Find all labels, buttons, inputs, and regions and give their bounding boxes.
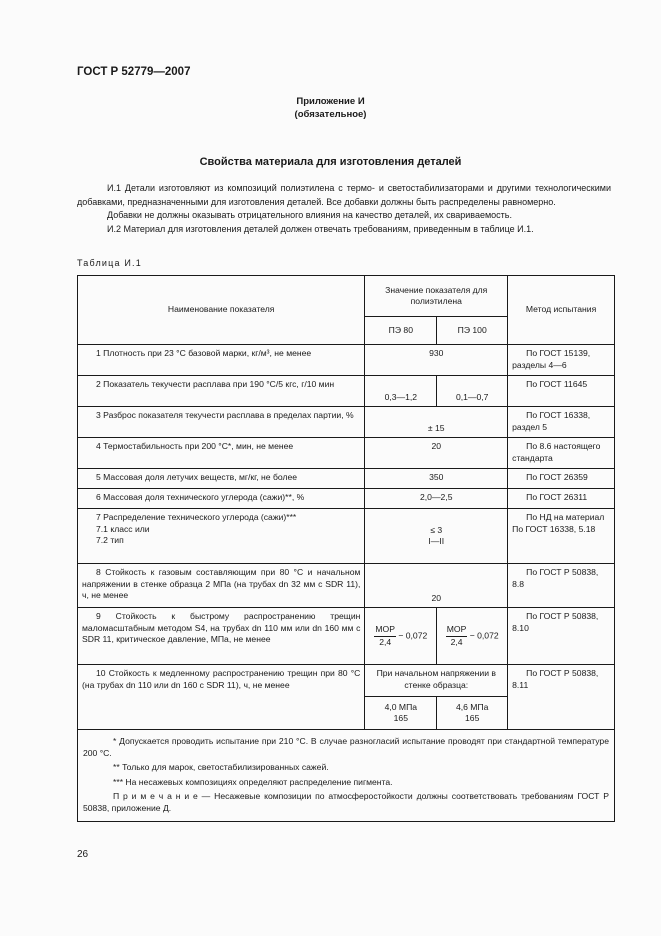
table-row: 7 Распределение технического углерода (сажи)*** 7.1 класс или 7.2 тип ≤ 3 I—II По НД на материал По ГОСТ 16338, 5.18: [78, 509, 615, 564]
head-method: Метод испытания: [508, 276, 615, 345]
table-note: П р и м е ч а н и е — Несажевые композиции по атмосферостойкости должны соответствовать требованиям ГОСТ Р 50838, приложение Д.: [83, 791, 609, 813]
head-value-group: Значение показателя для полиэтилена: [365, 276, 508, 317]
paragraph: И.1 Детали изготовляют из композиций полиэтилена с термо- и светостабилизаторами и другими технологическими добавками, предназначенными для изготовления деталей. Все добавки должны быть распределены равномерно.: [77, 183, 611, 207]
formula-pe80: $\frac{\text{MOP}}{2,4}$ − 0,072: [365, 608, 437, 665]
footnote: ** Только для марок, светостабилизированных сажей.: [113, 762, 329, 772]
head-pe80: ПЭ 80: [365, 317, 437, 345]
table-row: 9 Стойкость к быстрому распространению трещин маломасштабным методом S4, на трубах dn 110 мм или dn 160 мм с SDR 11, критическое давление, МПа, не менее $\frac{\text{MOP}}{2,4}$ − 0,072 $\frac{\text{MOP}}{2,4}$ − 0,072 По ГОСТ Р 50838, 8.10: [78, 608, 615, 665]
table-row: 3 Разброс показателя текучести расплава в пределах партии, % ± 15 По ГОСТ 16338, раздел 5: [78, 407, 615, 438]
footnote: * Допускается проводить испытание при 210 °С. В случае разногласий испытание проводят при стандартной температуре 200 °С.: [83, 736, 609, 758]
table-row: 8 Стойкость к газовым составляющим при 80 °С и начальном напряжении в стенке образца 2 МПа (на трубах dn 32 мм с SDR 11), ч, не менее 20 По ГОСТ Р 50838, 8.8: [78, 564, 615, 608]
table-row: 1 Плотность при 23 °С базовой марки, кг/м³, не менее 930 По ГОСТ 15139, разделы 4—6: [78, 345, 615, 376]
table-row: 10 Стойкость к медленному распространению трещин при 80 °С (на трубах dn 110 или dn 160 с SDR 11), ч, не менее При начальном напряжении в стенке образца: По ГОСТ Р 50838, 8.11: [78, 665, 615, 697]
table-row: 4,0 МПа 165 4,6 МПа 165: [78, 697, 615, 730]
table-row: 5 Массовая доля летучих веществ, мг/кг, не более 350 По ГОСТ 26359: [78, 469, 615, 489]
section-title: Свойства материала для изготовления деталей: [199, 156, 462, 168]
formula-pe100: $\frac{\text{MOP}}{2,4}$ − 0,072: [437, 608, 508, 665]
table-row: 2 Показатель текучести расплава при 190 °С/5 кгс, г/10 мин 0,3—1,2 0,1—0,7 По ГОСТ 11645: [78, 376, 615, 407]
appendix-status: (обязательное): [294, 109, 367, 120]
footnote: *** На несажевых композициях определяют распределение пигмента.: [113, 776, 393, 787]
table-row: 6 Массовая доля технического углерода (сажи)**, % 2,0—2,5 По ГОСТ 26311: [78, 489, 615, 509]
paragraph: Добавки не должны оказывать отрицательного влияния на качество деталей, их свариваемость.: [107, 210, 512, 220]
body-text: [77, 182, 611, 236]
properties-table: [77, 275, 615, 822]
table-notes: [78, 730, 615, 822]
document-header: ГОСТ Р 52779—2007: [77, 66, 191, 78]
page-number: 26: [77, 849, 89, 860]
appendix-title: Приложение И: [296, 96, 365, 107]
table-caption: Таблица И.1: [77, 258, 142, 268]
head-name: Наименование показателя: [78, 276, 365, 345]
table-row: 4 Термостабильность при 200 °С*, мин, не менее 20 По 8.6 настоящего стандарта: [78, 438, 615, 469]
paragraph: И.2 Материал для изготовления деталей должен отвечать требованиям, приведенным в таблице И.1.: [107, 223, 534, 234]
head-pe100: ПЭ 100: [437, 317, 508, 345]
